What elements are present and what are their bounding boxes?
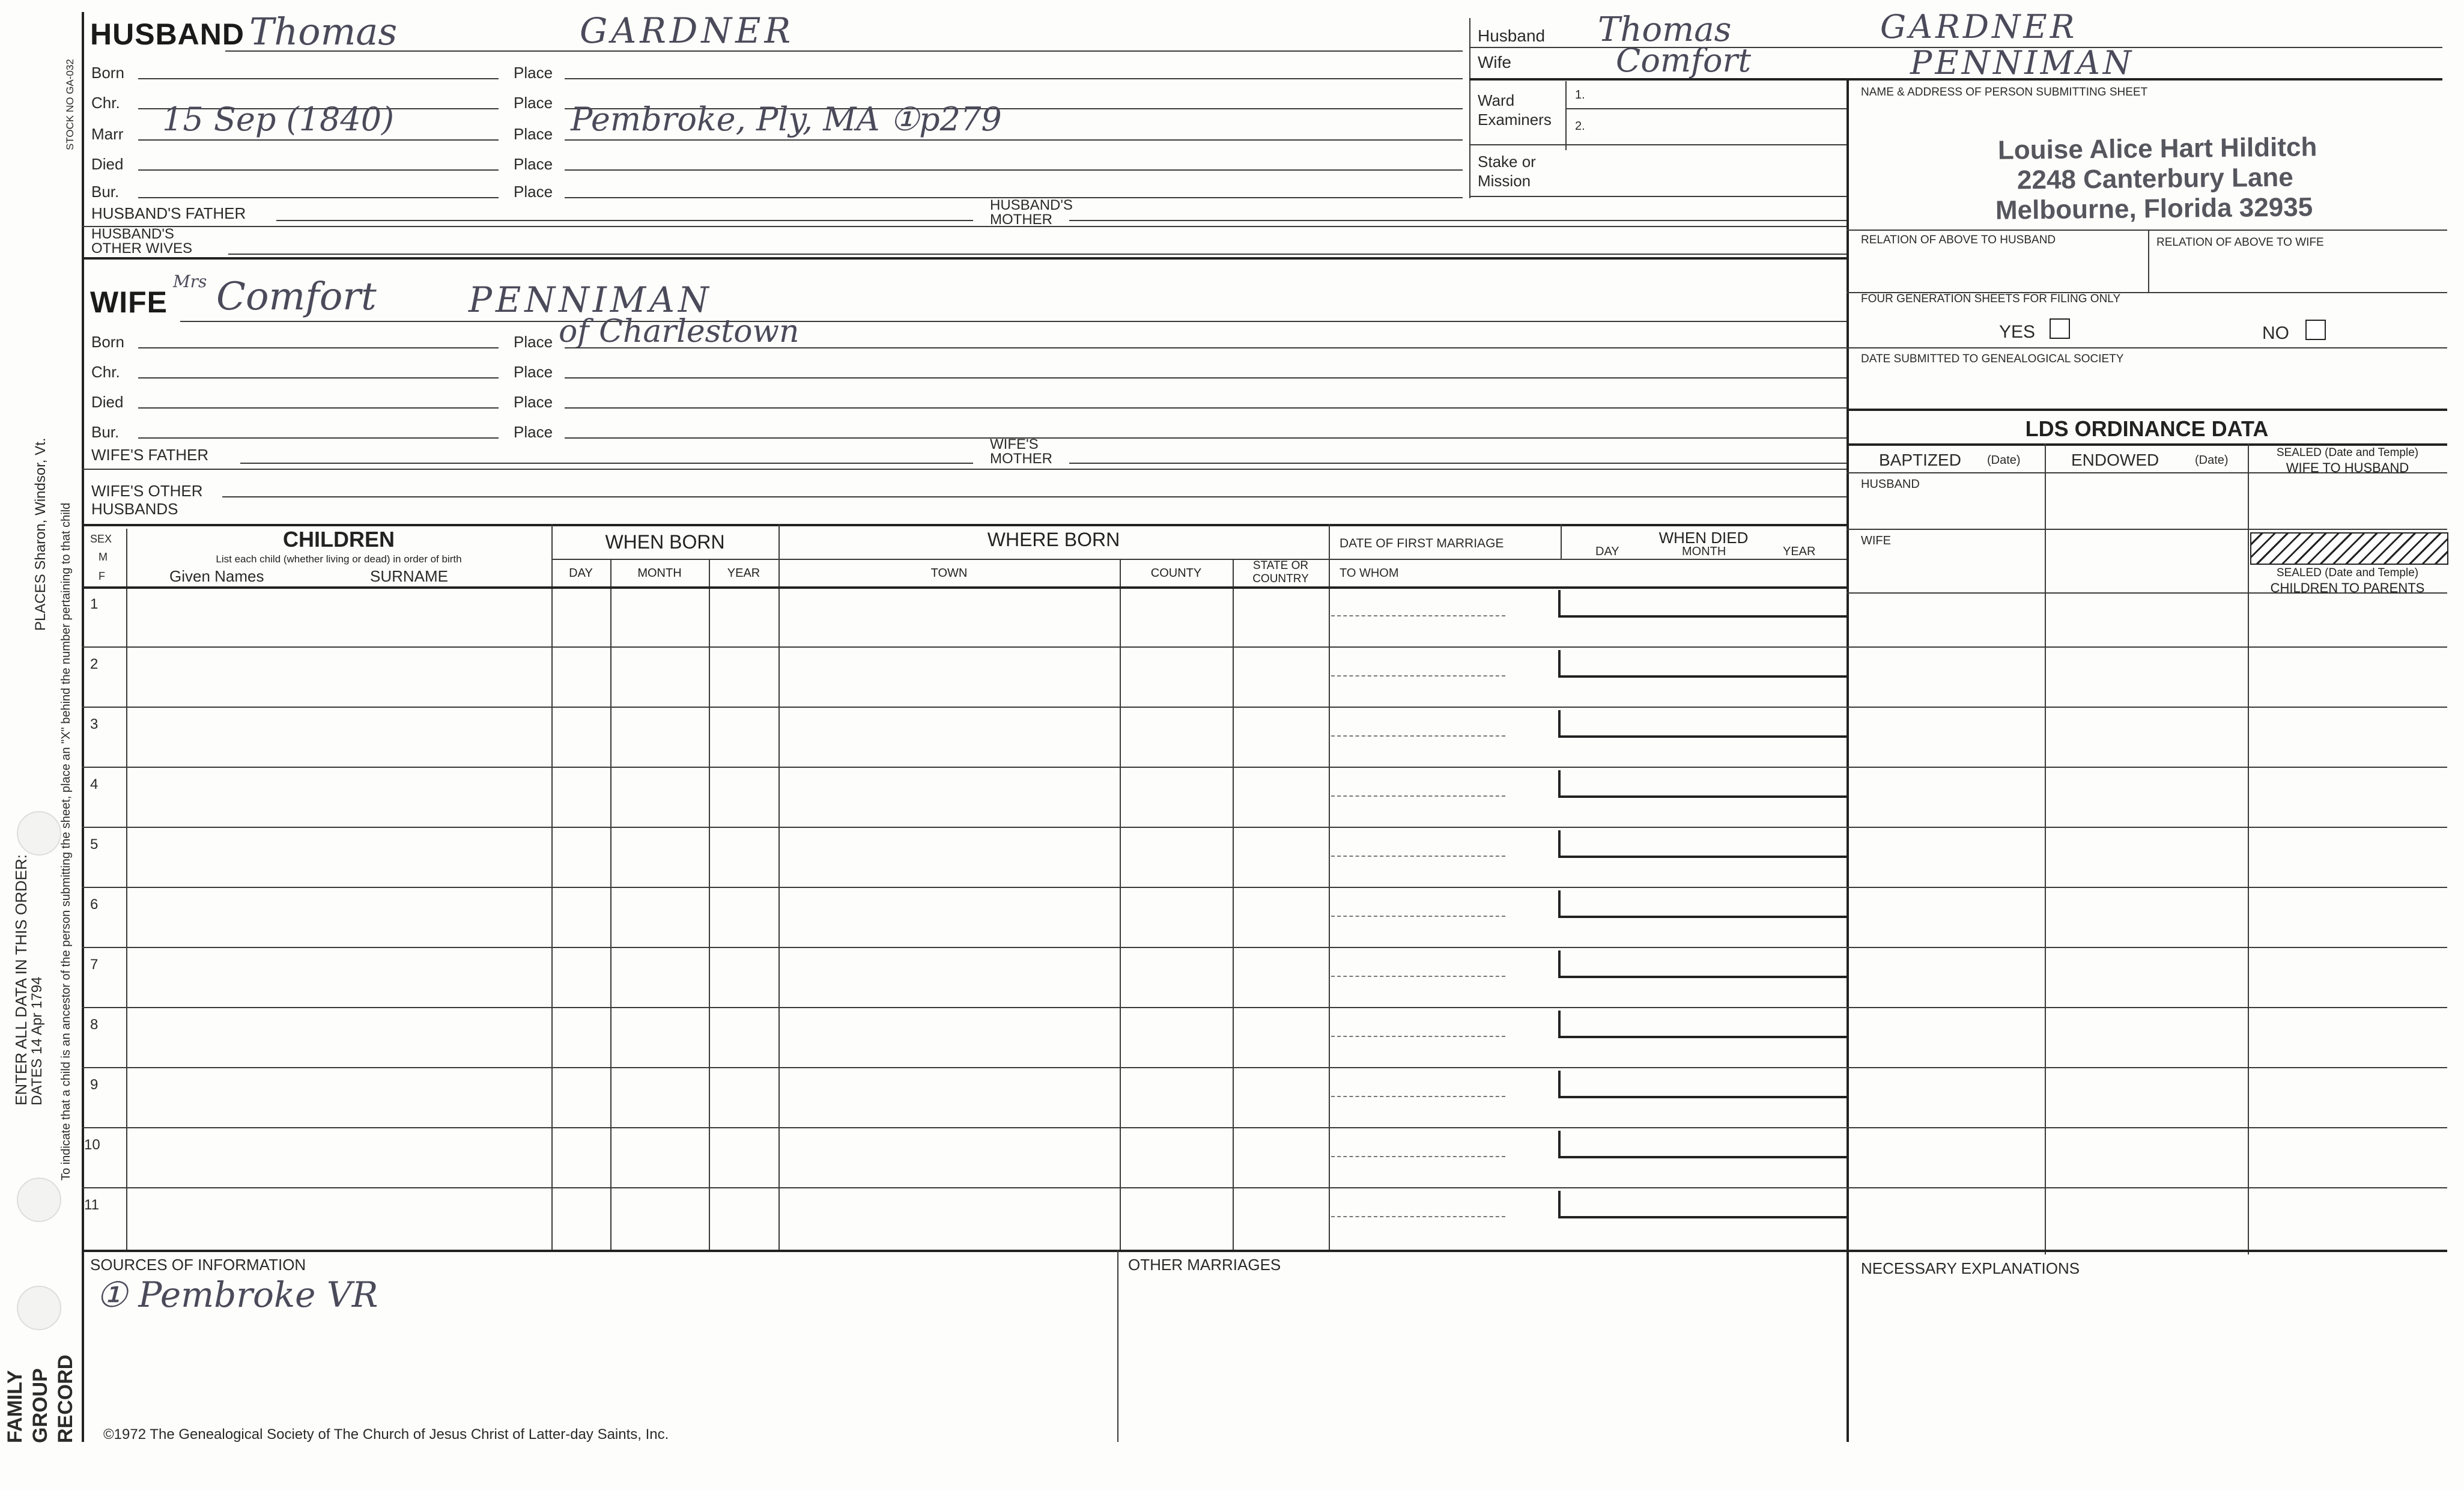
submitter-city: Melbourne, Florida 32935 [1995,192,2313,225]
child-row[interactable] [82,1008,1846,1068]
child-row[interactable] [82,828,1846,888]
child-row[interactable] [82,888,1846,948]
born-year-label: YEAR [727,567,760,580]
child-death-bracket [1558,590,1849,618]
child-row-number: 11 [84,1197,99,1213]
submitter-street: 2248 Canterbury Lane [2016,162,2293,195]
child-row[interactable] [82,768,1846,828]
sex-label: SEX [90,533,112,545]
wife-bur-line [138,437,499,439]
husband-marr-date[interactable]: 15 Sep (1840) [162,100,395,138]
when-born-heading: WHEN BORN [605,531,725,553]
husband-other-wives-line [228,254,1846,255]
examiner-1-label: 1. [1575,88,1585,102]
stake-label: Stake or [1478,153,1536,171]
lds-sealed-wife-label-1: SEALED (Date and Temple) [2276,446,2419,459]
given-names-label: Given Names [169,567,264,585]
wife-born-place[interactable]: of Charlestown [559,314,800,350]
other-marriages-label: OTHER MARRIAGES [1128,1256,1281,1274]
when-died-heading: WHEN DIED [1658,529,1749,547]
lds-sealed-hatch [2250,532,2448,565]
wife-born-place-line [565,347,1846,348]
state-label-1: STATE OR [1252,559,1309,572]
wife-mother-line [1069,463,1846,464]
state-label-2: COUNTRY [1252,573,1309,585]
sex-f-label: F [99,570,105,582]
lds-sealed-wife-label-2: WIFE TO HUSBAND [2286,460,2409,475]
husband-born-line [138,78,499,79]
wife-chr-line [138,377,499,379]
child-row[interactable] [82,708,1846,768]
child-row[interactable] [82,1068,1846,1128]
lds-row-line [1846,1127,2447,1128]
four-generation-yes-label: YES [1999,322,2036,342]
child-row[interactable] [82,648,1846,708]
wife-father-section-line [82,469,1846,470]
examiner-1-line [1565,108,1846,109]
husband-name-line [225,50,1463,52]
lds-baptized-label: BAPTIZED [1879,451,1961,469]
when-died-header-line [1329,559,1846,560]
child-death-bracket [1558,1131,1849,1158]
wife-other-husbands-label-1: WIFE'S OTHER [91,482,203,500]
children-instructions: List each child (whether living or dead) in order of birth [216,553,462,565]
where-born-heading: WHERE BORN [987,529,1120,550]
died-year-label: YEAR [1783,545,1816,558]
header-husband-surname[interactable]: GARDNER [1880,8,2078,46]
wife-heading: WIFE [90,285,168,319]
husband-bur-label: Bur. [91,183,120,201]
child-death-bracket [1558,650,1849,678]
lds-row-line [1846,1187,2447,1188]
child-row[interactable] [82,948,1846,1008]
header-wife-surname[interactable]: PENNIMAN [1910,44,2135,82]
husband-chr-label: Chr. [91,94,120,112]
lds-husband-row-bottom [1846,529,2447,530]
child-marriage-dash [1331,1036,1505,1037]
husband-father-line [276,220,973,221]
wife-bur-label: Bur. [91,423,120,441]
form-title-group: GROUP [29,1368,52,1443]
header-husband-label: Husband [1478,26,1546,45]
child-marriage-dash [1331,1096,1505,1097]
wife-born-place-label: Place [514,333,553,351]
form-title-record: RECORD [54,1354,77,1443]
born-day-label: DAY [569,567,593,580]
four-generation-no-checkbox[interactable] [2305,320,2326,340]
wife-died-line [138,407,499,409]
child-row-number: 4 [90,776,99,792]
wife-name-line [180,321,1846,322]
lds-sealed-children-label-1: SEALED (Date and Temple) [2276,567,2419,579]
child-row-number: 7 [90,956,99,973]
husband-father-label: HUSBAND'S FATHER [91,204,246,222]
husband-father-section-line [82,226,1846,227]
child-row-number: 3 [90,716,99,732]
child-row-number: 8 [90,1017,99,1033]
binder-hole-top [17,811,61,856]
county-label: COUNTY [1150,567,1202,580]
first-marriage-label: DATE OF FIRST MARRIAGE [1340,537,1504,550]
examiners-label: Examiners [1478,111,1552,129]
necessary-explanations-label: NECESSARY EXPLANATIONS [1861,1259,2080,1277]
relation-divider [2148,230,2149,292]
instructions-dates: DATES 14 Apr 1794 [29,976,45,1105]
child-death-bracket [1558,830,1849,858]
wife-surname[interactable]: PENNIMAN [469,279,712,320]
born-month-label: MONTH [637,567,682,580]
center-divider [1846,78,1849,1442]
husband-marr-place-line [565,139,1463,141]
lds-row-line [1846,1007,2447,1008]
lds-endowed-label: ENDOWED [2071,451,2159,469]
husband-marr-place[interactable]: Pembroke, Ply, MA ①p279 [571,100,1002,138]
child-marriage-dash [1331,795,1505,797]
died-month-label: MONTH [1682,545,1726,558]
lds-header-bottom [1846,472,2447,473]
lds-row-line [1846,947,2447,948]
husband-marr-place-label: Place [514,125,553,143]
lds-title-bottom [1846,443,2447,446]
lds-row-line [1846,646,2447,648]
wife-chr-label: Chr. [91,363,120,381]
wife-father-line [240,463,973,464]
wife-other-husbands-line [222,496,1846,497]
binder-hole-bottom [17,1286,61,1330]
child-death-bracket [1558,890,1849,918]
wife-died-place-line [565,407,1846,409]
lds-endowed-date-label: (Date) [2195,454,2229,467]
husband-born-place-label: Place [514,64,553,82]
husband-died-place-line [565,169,1463,171]
husband-died-place-label: Place [514,155,553,173]
child-death-bracket [1558,1071,1849,1098]
wife-prefix[interactable]: Mrs [173,272,207,291]
children-heading: CHILDREN [283,527,395,552]
submitter-box-bottom [1846,230,2447,231]
husband-died-line [138,169,499,171]
child-death-bracket [1558,950,1849,978]
mission-label: Mission [1478,172,1531,190]
husband-born-label: Born [91,64,124,82]
wife-mother-label-1: WIFE'S [990,436,1039,452]
lds-row-line [1846,1067,2447,1068]
child-row-number: 5 [90,836,99,853]
husband-marr-line [138,139,499,141]
wife-given-name[interactable]: Comfort [216,275,377,319]
child-marriage-dash [1331,856,1505,857]
wife-section-end [82,524,1846,526]
child-death-bracket [1558,1191,1849,1218]
ward-label: Ward [1478,91,1515,109]
instructions-places: PLACES Sharon, Windsor, Vt. [32,437,49,631]
wife-died-label: Died [91,393,124,411]
child-death-bracket [1558,1011,1849,1038]
husband-chr-place-label: Place [514,94,553,112]
instructions-child-ancestor: To indicate that a child is an ancestor of the person submitting the sheet, place an "X" behind the number pertaining to that child [59,502,73,1181]
binder-hole-middle [17,1178,61,1222]
to-whom-label: TO WHOM [1340,567,1399,580]
husband-mother-label-2: MOTHER [990,211,1052,228]
header-wife-given[interactable]: Comfort [1616,41,1752,79]
ward-box-bottom [1469,144,1846,145]
examiner-2-label: 2. [1575,120,1585,133]
surname-label: SURNAME [370,567,449,585]
sex-m-label: M [99,551,108,563]
husband-marr-label: Marr [91,125,124,143]
child-marriage-dash [1331,1156,1505,1157]
sources-divider [1117,1250,1118,1442]
lds-ordinance-title: LDS ORDINANCE DATA [2025,416,2269,441]
ward-number-divider [1565,81,1567,150]
lds-endowed-divider [2248,443,2249,1254]
header-husband-given[interactable]: Thomas [1598,10,1732,49]
lds-row-line [1846,592,2447,594]
when-born-subheader-line [551,559,1329,560]
stock-number: STOCK NO GA-032 [64,59,76,150]
husband-other-wives-label-2: OTHER WIVES [91,240,193,257]
wife-bur-place-label: Place [514,423,553,441]
husband-surname[interactable]: GARDNER [580,10,795,51]
relation-husband-label: RELATION OF ABOVE TO HUSBAND [1861,234,2056,246]
wife-father-label: WIFE'S FATHER [91,446,209,464]
wife-born-line [138,347,499,348]
wife-mother-label-2: MOTHER [990,451,1052,467]
husband-bur-place-label: Place [514,183,553,201]
instructions-order: ENTER ALL DATA IN THIS ORDER: [12,854,30,1105]
child-marriage-dash [1331,916,1505,917]
lds-wife-row-label: WIFE [1861,534,1891,547]
lds-row-line [1846,887,2447,888]
husband-died-label: Died [91,155,124,173]
wife-died-place-label: Place [514,393,553,411]
children-table-bottom [82,1250,2447,1252]
child-marriage-dash [1331,675,1505,677]
date-submitted-box-bottom [1846,409,2447,411]
stake-box-bottom [1469,196,1846,197]
header-wife-line [1469,78,2442,81]
husband-heading: HUSBAND [90,17,244,51]
header-wife-label: Wife [1478,53,1511,71]
lds-sealed-children-label-2: CHILDREN TO PARENTS [2270,580,2425,595]
wife-other-husbands-label-2: HUSBANDS [91,500,178,518]
wife-chr-place-label: Place [514,363,553,381]
child-marriage-dash [1331,615,1505,616]
sources-label: SOURCES OF INFORMATION [90,1256,306,1274]
date-submitted-label: DATE SUBMITTED TO GENEALOGICAL SOCIETY [1861,353,2124,365]
child-death-bracket [1558,710,1849,738]
husband-bur-line [138,197,499,198]
lds-row-line [1846,767,2447,768]
lds-baptized-divider [2045,443,2046,1254]
child-row-number: 10 [84,1137,100,1153]
husband-given-name[interactable]: Thomas [249,10,398,53]
child-row-number: 1 [90,596,99,612]
four-generation-box-bottom [1846,347,2447,348]
submitter-name: Louise Alice Hart Hilditch [1997,132,2317,165]
husband-mother-label-1: HUSBAND'S [990,197,1073,213]
lds-row-line [1846,707,2447,708]
submitter-name-address-label: NAME & ADDRESS OF PERSON SUBMITTING SHEET [1861,86,2148,99]
wife-chr-place-line [565,377,1846,379]
form-title-family: FAMILY [4,1370,26,1443]
child-row-number: 2 [90,656,99,672]
child-marriage-dash [1331,1216,1505,1217]
wife-bur-place-line [565,437,1846,439]
child-row-number: 6 [90,896,99,913]
child-row[interactable] [82,588,1846,648]
child-death-bracket [1558,770,1849,798]
four-generation-label: FOUR GENERATION SHEETS FOR FILING ONLY [1861,293,2121,305]
lds-baptized-date-label: (Date) [1987,454,2021,467]
copyright-notice: ©1972 The Genealogical Society of The Church of Jesus Christ of Latter-day Saints, Inc. [103,1426,669,1443]
child-marriage-dash [1331,735,1505,737]
relation-wife-label: RELATION OF ABOVE TO WIFE [2156,236,2324,249]
sources-entry[interactable]: ① Pembroke VR [96,1274,378,1315]
lds-husband-row-label: HUSBAND [1861,478,1920,491]
child-row[interactable] [82,1128,1846,1188]
husband-mother-line [1069,220,1846,221]
lds-row-line [1846,827,2447,828]
husband-other-wives-label-1: HUSBAND'S [91,226,174,242]
child-row[interactable] [82,1188,1846,1248]
ward-box-divider [1469,18,1470,198]
town-label: TOWN [930,567,968,580]
child-row-number: 9 [90,1077,99,1093]
child-marriage-dash [1331,976,1505,977]
husband-section-end [82,257,1846,260]
four-generation-no-label: NO [2262,323,2289,343]
wife-born-label: Born [91,333,124,351]
husband-born-place-line [565,78,1463,79]
four-generation-yes-checkbox[interactable] [2050,318,2070,339]
died-day-label: DAY [1595,545,1619,558]
